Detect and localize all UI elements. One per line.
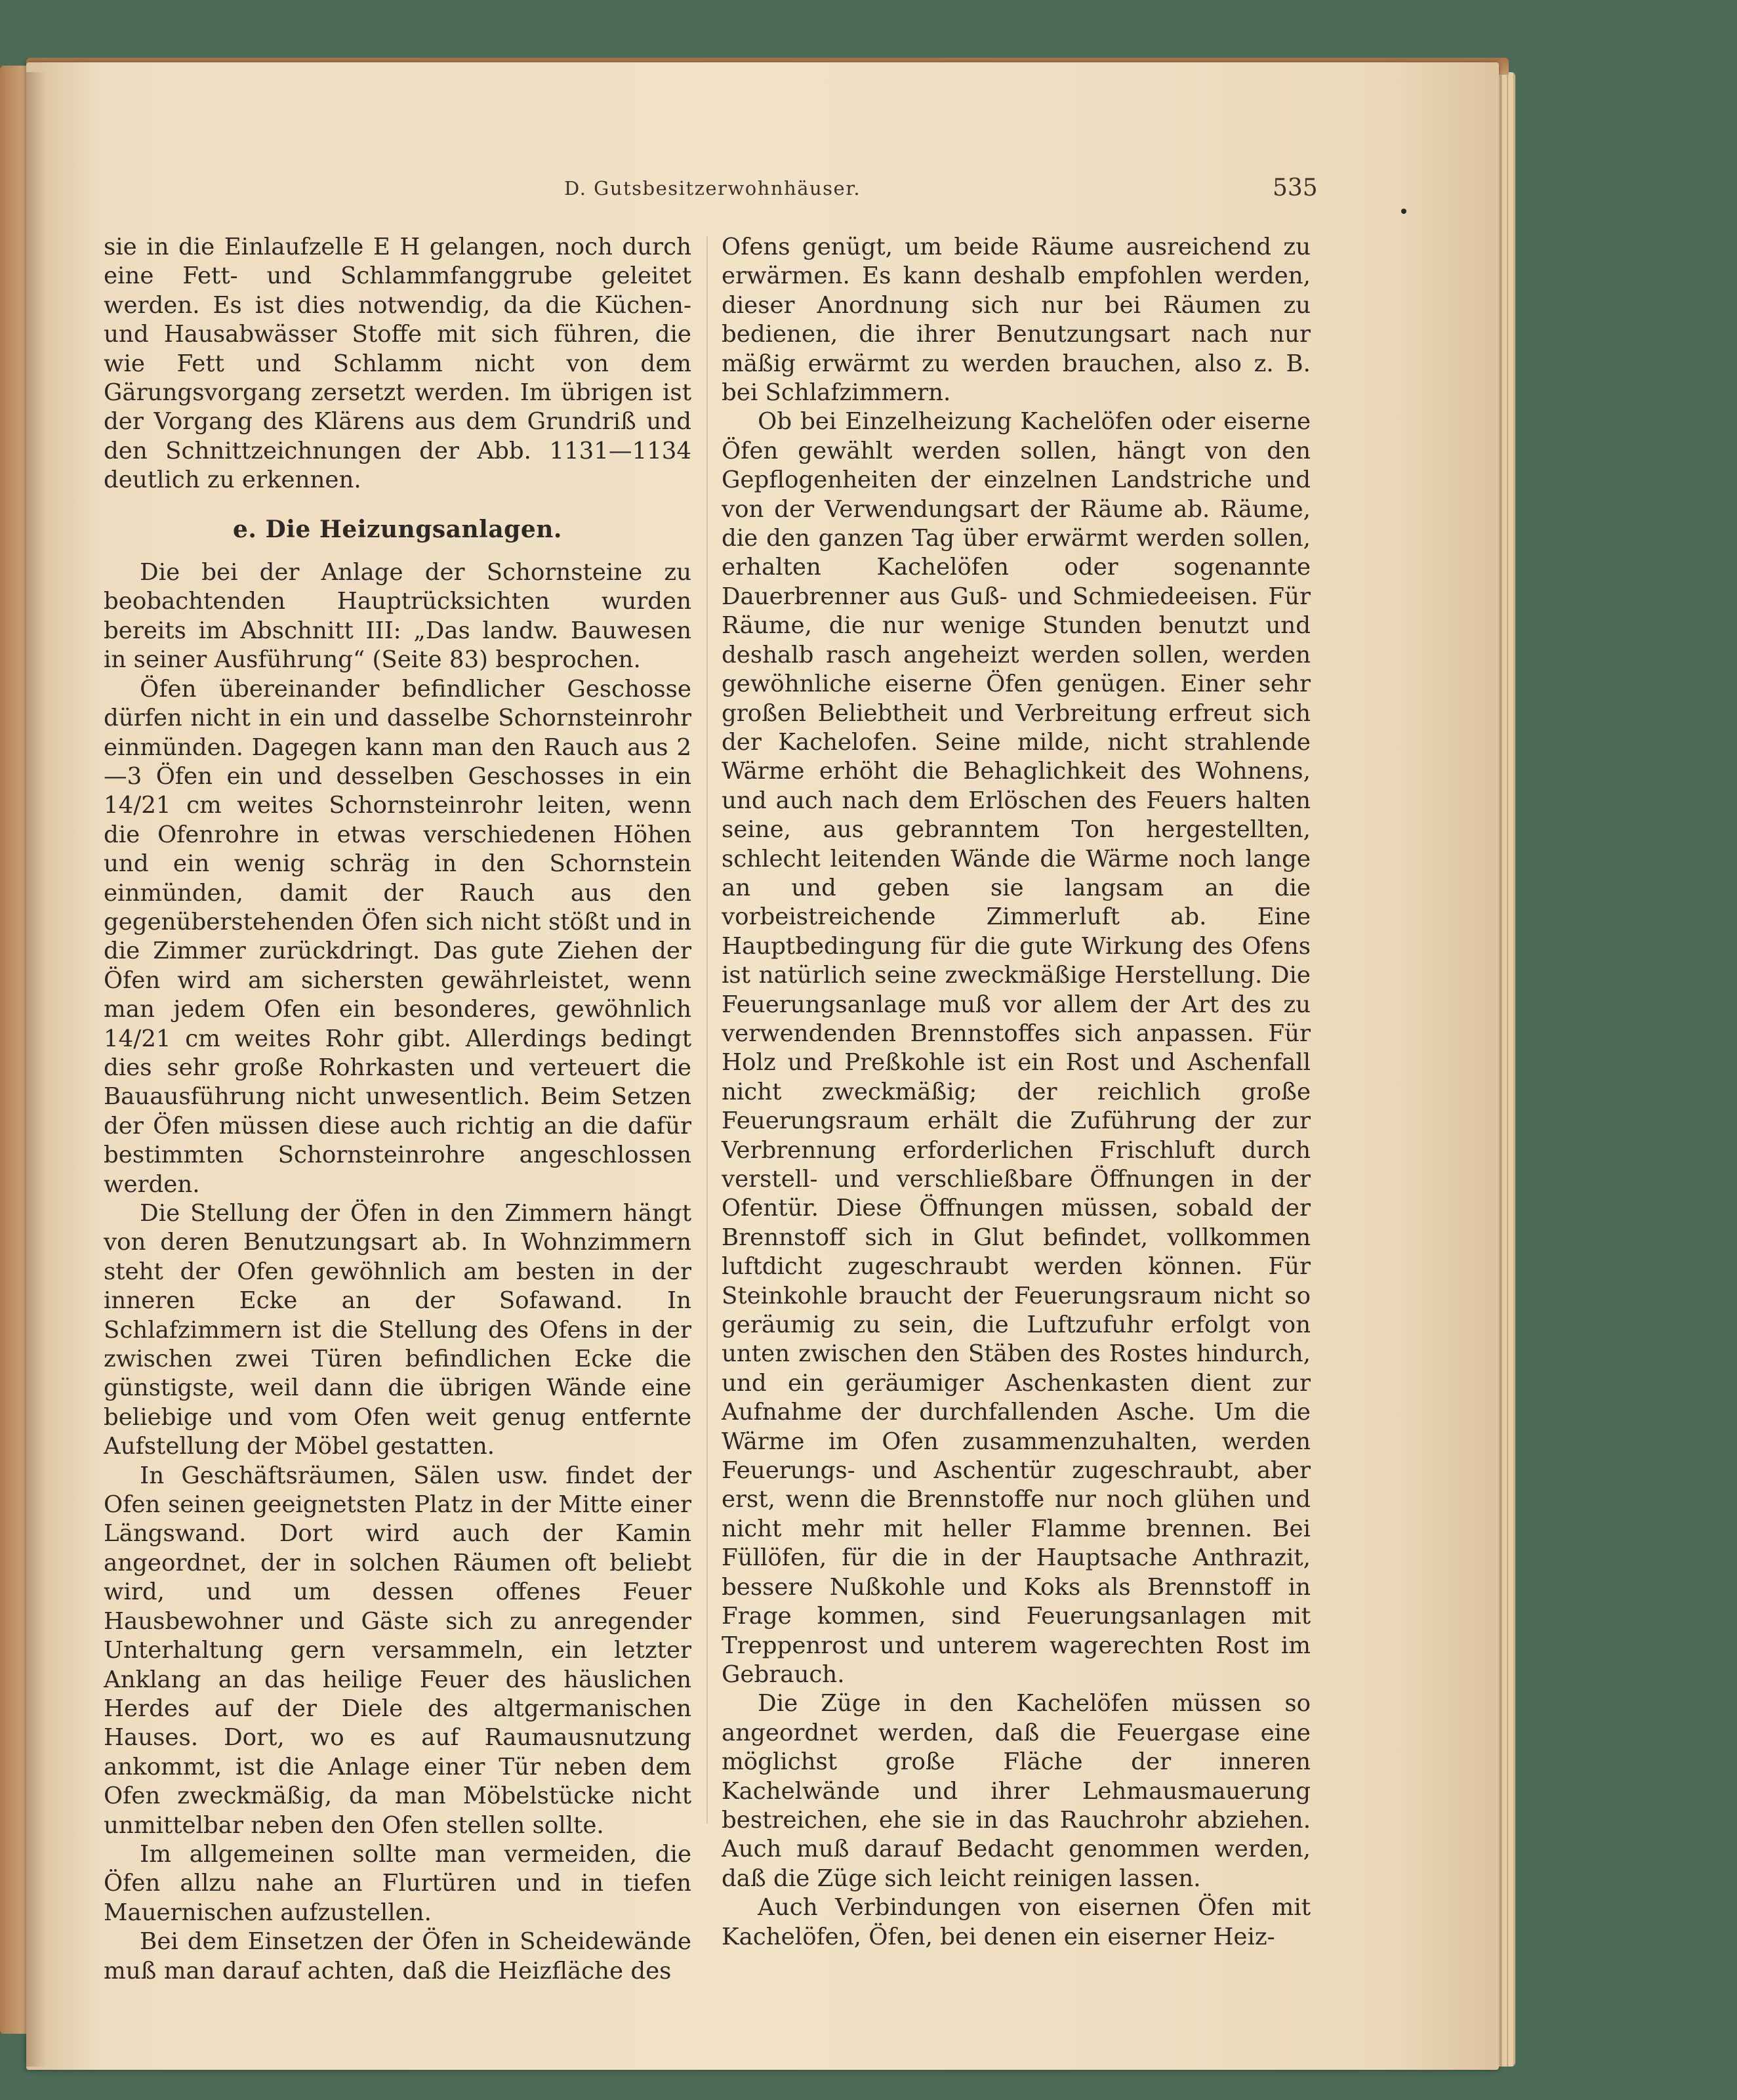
paragraph: Öfen übereinander befindlicher Geschosse dürfen nicht in ein und dasselbe Schornsteinrohr einmünden. Dagegen kann man den Rauch aus 2—3 Öfen ein und desselben Geschosses in ein 14/21 cm weites Schornsteinrohr leiten, wenn die Ofenrohre in etwas verschiedenen Höhen und ein wenig schräg in den Schornstein einmünden, damit der Rauch aus den gegenüberstehenden Öfen sich nicht stößt und in die Zimmer zurückdringt. Das gute Ziehen der Öfen wird am sichersten gewährleistet, wenn man jedem Ofen ein besonderes, gewöhnlich 14/21 cm weites Rohr gibt. Allerdings bedingt dies sehr große Rohrkasten und verteuert die Bauausführung nicht unwesentlich. Beim Setzen der Öfen müssen diese auch richtig an die dafür bestimmten Schornsteinrohre angeschlossen werden. xyxy=(104,675,691,1198)
paragraph: In Geschäftsräumen, Sälen usw. findet der Ofen seinen geeignetsten Platz in der Mitte einer Längswand. Dort wird auch der Kamin angeordnet, der in solchen Räumen oft beliebt wird, und um dessen offenes Feuer Hausbewohner und Gäste sich zu anregender Unterhaltung gern versammeln, ein letzter Anklang an das heilige Feuer des häuslichen Herdes auf der Diele des altgermanischen Hauses. Dort, wo es auf Raumausnutzung ankommt, ist die Anlage einer Tür neben dem Ofen zweckmäßig, da man Möbelstücke nicht unmittelbar neben den Ofen stellen sollte. xyxy=(104,1462,691,1839)
right-column xyxy=(722,233,1311,1952)
page-gutter xyxy=(26,72,46,2067)
paragraph: Ofens genügt, um beide Räume ausreichend zu erwärmen. Es kann deshalb empfohlen werden, dieser Anordnung sich nur bei Räumen zu bedienen, die ihrer Benutzungsart nach nur mäßig erwärmt zu werden brauchen, also z. B. bei Schlafzimmern. xyxy=(722,234,1311,407)
paragraph: Bei dem Einsetzen der Öfen in Scheidewände muß man darauf achten, daß die Heizfläche des xyxy=(104,1928,691,1985)
paragraph: Im allgemeinen sollte man vermeiden, die Öfen allzu nahe an Flurtüren und in tiefen Mauernischen aufzustellen. xyxy=(104,1840,691,1926)
column-divider xyxy=(706,236,708,1824)
paragraph: Auch Verbindungen von eisernen Öfen mit Kachelöfen, Öfen, bei denen ein eiserner Heiz- xyxy=(722,1894,1311,1950)
paragraph: Die Stellung der Öfen in den Zimmern hängt von deren Benutzungsart ab. In Wohnzimmern steht der Ofen gewöhnlich am besten in der inneren Ecke an der Sofawand. In Schlafzimmern ist die Stellung des Ofens in der zwischen zwei Türen befindlichen Ecke die günstigste, weil dann die übrigen Wände eine beliebige und vom Ofen weit genug entfernte Aufstellung der Möbel gestatten. xyxy=(104,1200,691,1460)
paragraph: sie in die Einlaufzelle E H gelangen, noch durch eine Fett- und Schlammfanggrube geleitet werden. Es ist dies notwendig, da die Küchen- und Hausabwässer Stoffe mit sich führen, die wie Fett und Schlamm nicht von dem Gärungsvorgang zersetzt werden. Im übrigen ist der Vorgang des Klärens aus dem Grundriß und den Schnittzeichnungen der Abb. 1131—1134 deutlich zu erkennen. xyxy=(104,234,691,494)
paragraph: Ob bei Einzelheizung Kachelöfen oder eiserne Öfen gewählt werden sollen, hängt von den Gepflogenheiten der einzelnen Landstriche und von der Verwendungsart der Räume ab. Räume, die den ganzen Tag über erwärmt werden sollen, erhalten Kachelöfen oder sogenannte Dauerbrenner aus Guß- und Schmiedeeisen. Für Räume, die nur wenige Stunden benutzt und deshalb rasch angeheizt werden sollen, werden gewöhnliche eiserne Öfen genügen. Einer sehr großen Beliebtheit und Verbreitung erfreut sich der Kachelofen. Seine milde, nicht strahlende Wärme erhöht die Behaglichkeit des Wohnens, und auch nach dem Erlöschen des Feuers halten seine, aus gebranntem Ton hergestellten, schlecht leitenden Wände die Wärme noch lange an und geben sie langsam an die vorbeistreichende Zimmerluft ab. Eine Hauptbedingung für die gute Wirkung des Ofens ist natürlich seine zweckmäßige Herstellung. Die Feuerungsanlage muß vor allem der Art des zu verwendenden Brennstoffes sich anpassen. Für Holz und Preßkohle ist ein Rost und Aschenfall nicht zweckmäßig; der reichlich große Feuerungsraum erhält die Zuführung der zur Verbrennung erforderlichen Frischluft durch verstell- und verschließbare Öffnungen in der Ofentür. Diese Öffnungen müssen, sobald der Brennstoff sich in Glut befindet, vollkommen luftdicht zugeschraubt werden können. Für Steinkohle braucht der Feuerungsraum nicht so geräumig zu sein, die Luftzufuhr erfolgt von unten zwischen den Stäben des Rostes hindurch, und ein geräumiger Aschenkasten dient zur Aufnahme der durchfallenden Asche. Um die Wärme im Ofen zusammenzuhalten, werden Feuerungs- und Aschentür zugeschraubt, aber erst, wenn die Brennstoffe nur noch glühen und nicht mehr mit heller Flamme brennen. Bei Füllöfen, für die in der Hauptsache Anthrazit, bessere Nußkohle und Koks als Brennstoff in Frage kommen, sind Feuerungsanlagen mit Treppenrost und unterem wagerechten Rost im Gebrauch. xyxy=(722,408,1311,1688)
paragraph: Die bei der Anlage der Schornsteine zu beobachtenden Hauptrücksichten wurden bereits im Abschnitt III: „Das landw. Bauwesen in seiner Ausführung“ (Seite 83) besprochen. xyxy=(104,559,691,674)
left-column xyxy=(104,233,691,1986)
section-heading: e. Die Heizungsanlagen. xyxy=(233,515,562,543)
page-number: 535 xyxy=(1273,175,1318,201)
ink-mark xyxy=(1401,209,1406,214)
running-header: D. Gutsbesitzerwohnhäuser. xyxy=(564,177,861,199)
paragraph: Die Züge in den Kachelöfen müssen so angeordnet werden, daß die Feuergase eine möglichst große Fläche der inneren Kachelwände und ihrer Lehmausmauerung bestreichen, ehe sie in das Rauchrohr abziehen. Auch muß darauf Bedacht genommen werden, daß die Züge sich leicht reinigen lassen. xyxy=(722,1690,1311,1892)
